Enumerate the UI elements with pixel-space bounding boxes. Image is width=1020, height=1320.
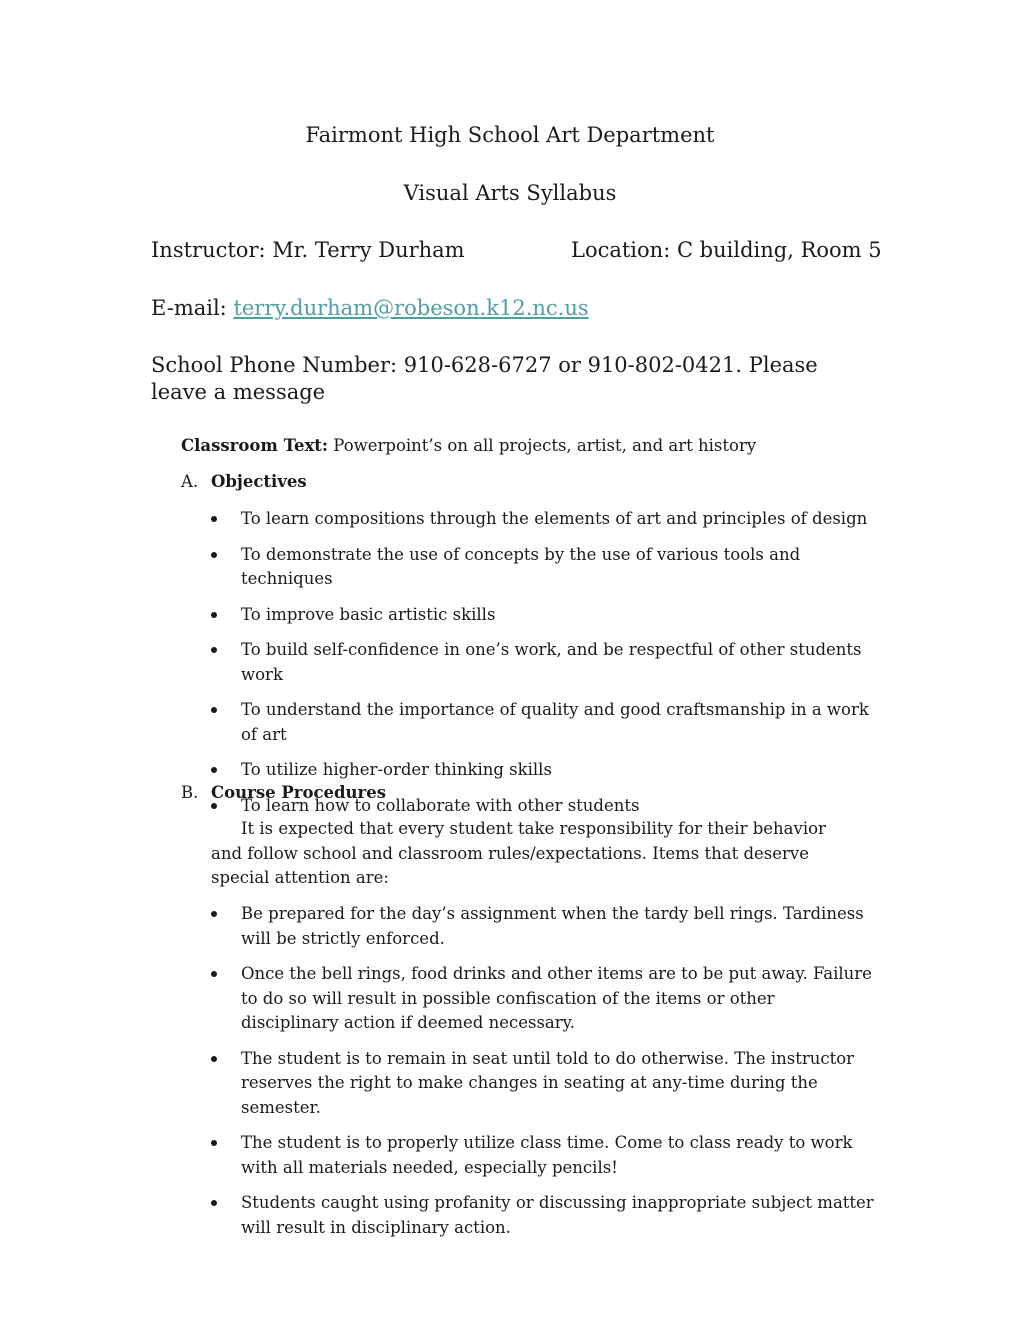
classroom-text-value: Powerpoint’s on all projects, artist, and art history bbox=[328, 436, 757, 455]
syllabus-title: Visual Arts Syllabus bbox=[403, 181, 617, 205]
list-item bbox=[211, 698, 876, 747]
list-item bbox=[211, 962, 876, 1036]
list-item bbox=[211, 902, 876, 951]
list-item bbox=[211, 543, 876, 592]
bullet-icon bbox=[211, 516, 217, 522]
email-line bbox=[151, 295, 589, 322]
bullet-icon bbox=[211, 707, 217, 713]
list-item-text: To learn how to collaborate with other students bbox=[241, 795, 640, 815]
list-item-text: To learn compositions through the elements of art and principles of design bbox=[241, 509, 868, 528]
list-item-text: Once the bell rings, food drinks and other items are to be put away. Failure to do so will result in possible confiscation of the items or other disciplinary action if deemed necessary. bbox=[241, 964, 872, 1032]
list-item bbox=[211, 1191, 876, 1240]
bullet-icon bbox=[211, 552, 217, 558]
section-a-title: Objectives bbox=[211, 472, 307, 491]
section-a-letter: A. bbox=[181, 472, 199, 491]
classroom-text-line bbox=[181, 434, 756, 459]
list-item-text: To improve basic artistic skills bbox=[241, 604, 496, 624]
procedures-intro: It is expected that every student take responsibility for their behavior and follow school and classroom rules/expectations. Items that deserve special attention are: bbox=[211, 819, 826, 887]
bullet-icon bbox=[211, 1140, 217, 1146]
list-item bbox=[211, 1131, 876, 1180]
bullet-icon bbox=[211, 612, 217, 618]
section-a-heading bbox=[181, 470, 307, 494]
list-item bbox=[211, 1047, 876, 1121]
bullet-icon bbox=[211, 971, 217, 977]
list-item bbox=[211, 507, 876, 532]
email-label: E-mail: bbox=[151, 296, 234, 320]
list-item-text: To understand the importance of quality and good craftsmanship in a work of art bbox=[241, 700, 869, 744]
list-item bbox=[211, 758, 876, 783]
list-item bbox=[211, 603, 876, 628]
list-item-text: The student is to remain in seat until told to do otherwise. The instructor reserves the right to make changes in seating at any-time during the semester. bbox=[241, 1048, 855, 1117]
bullet-icon bbox=[211, 767, 217, 773]
email-link[interactable]: terry.durham@robeson.k12.nc.us bbox=[233, 296, 589, 320]
instructor-line: Instructor: Mr. Terry Durham bbox=[151, 238, 465, 262]
classroom-text-label: Classroom Text: bbox=[181, 436, 329, 455]
list-item-text: The student is to properly utilize class time. Come to class ready to work with all materials needed, especially pencils! bbox=[241, 1133, 853, 1177]
section-b-heading bbox=[181, 781, 386, 805]
bullet-icon bbox=[211, 647, 217, 653]
list-item-text: To demonstrate the use of concepts by the use of various tools and techniques bbox=[241, 544, 801, 588]
location-line: Location: C building, Room 5 bbox=[571, 238, 882, 262]
procedures-list bbox=[211, 902, 876, 1251]
list-item-text: To utilize higher-order thinking skills bbox=[241, 760, 552, 779]
bullet-icon bbox=[211, 1056, 217, 1062]
bullet-icon bbox=[211, 1200, 217, 1206]
list-item bbox=[211, 638, 876, 687]
list-item-text: To build self-confidence in one’s work, and be respectful of other students work bbox=[241, 640, 862, 684]
department-title: Fairmont High School Art Department bbox=[305, 123, 715, 147]
section-b-title: Course Procedures bbox=[211, 783, 387, 802]
section-b-letter: B. bbox=[181, 783, 199, 802]
phone-line: School Phone Number: 910-628-6727 or 910-802-0421. Please leave a message bbox=[151, 353, 818, 404]
list-item-text: Students caught using profanity or discussing inappropriate subject matter will result in disciplinary action. bbox=[241, 1193, 874, 1237]
list-item-text: Be prepared for the day’s assignment when the tardy bell rings. Tardiness will be strictly enforced. bbox=[241, 904, 864, 948]
bullet-icon bbox=[211, 911, 217, 917]
